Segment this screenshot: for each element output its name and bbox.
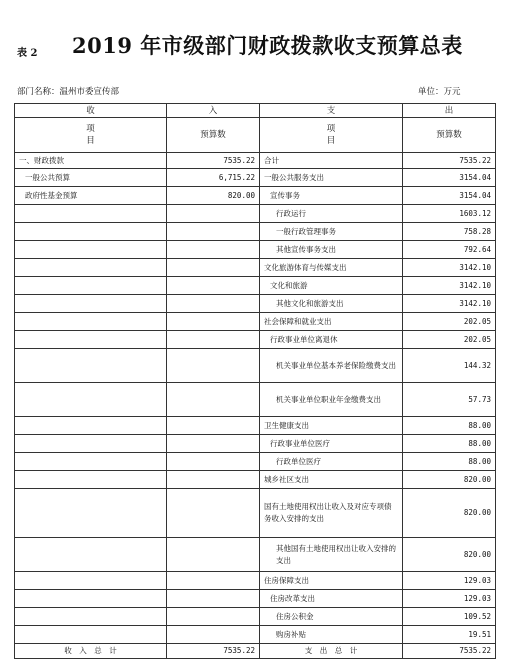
- expense-item-value: 758.28: [403, 223, 496, 241]
- empty-cell: [15, 590, 167, 608]
- income-item-header: [15, 118, 167, 153]
- expense-item-value: 3142.10: [403, 295, 496, 313]
- empty-cell: [167, 277, 260, 295]
- empty-cell: [15, 489, 167, 538]
- expense-item-value: 88.00: [403, 453, 496, 471]
- table-row: [15, 277, 496, 295]
- expense-item-value: 57.73: [403, 383, 496, 417]
- expense-item-value: 144.32: [403, 349, 496, 383]
- table-row: [15, 435, 496, 453]
- table-row: [15, 259, 496, 277]
- empty-cell: [15, 626, 167, 644]
- empty-cell: [15, 313, 167, 331]
- income-header-left: 收: [15, 104, 167, 118]
- expense-item-label: 行政事业单位离退休: [260, 331, 403, 349]
- expense-item-value: 7535.22: [403, 153, 496, 169]
- expense-item-label: 宣传事务: [260, 187, 403, 205]
- empty-cell: [167, 313, 260, 331]
- expense-item-value: 88.00: [403, 417, 496, 435]
- empty-cell: [167, 223, 260, 241]
- expense-item-value: 3142.10: [403, 277, 496, 295]
- page-title: 2019 年市级部门财政拨款收支预算总表: [72, 33, 463, 58]
- income-item-value: 7535.22: [167, 153, 260, 169]
- expense-item-label: 机关事业单位职业年金缴费支出: [260, 383, 403, 417]
- expense-item-value: 19.51: [403, 626, 496, 644]
- expense-item-label: 购房补贴: [260, 626, 403, 644]
- expense-item-value: 88.00: [403, 435, 496, 453]
- expense-item-label: 文化和旅游: [260, 277, 403, 295]
- expense-item-label: 一般公共服务支出: [260, 169, 403, 187]
- expense-item-value: 129.03: [403, 590, 496, 608]
- expense-item-value: 109.52: [403, 608, 496, 626]
- item-header-bottom: 目: [326, 136, 336, 146]
- table-row: [15, 383, 496, 417]
- table-row: [15, 313, 496, 331]
- table-row: [15, 169, 496, 187]
- expense-item-label: 文化旅游体育与传媒支出: [260, 259, 403, 277]
- empty-cell: [167, 538, 260, 572]
- table-row: [15, 590, 496, 608]
- expense-item-value: 3142.10: [403, 259, 496, 277]
- expense-item-header: [260, 118, 403, 153]
- empty-cell: [15, 259, 167, 277]
- expense-item-label: 其他国有土地使用权出让收入安排的支出: [260, 538, 403, 572]
- empty-cell: [167, 489, 260, 538]
- empty-cell: [167, 259, 260, 277]
- table-row: [15, 453, 496, 471]
- expense-item-value: 820.00: [403, 538, 496, 572]
- empty-cell: [15, 241, 167, 259]
- empty-cell: [167, 608, 260, 626]
- empty-cell: [167, 626, 260, 644]
- expense-item-value: 3154.04: [403, 169, 496, 187]
- empty-cell: [15, 435, 167, 453]
- item-header-top: 项: [86, 124, 95, 134]
- table-row: [15, 331, 496, 349]
- expense-item-label: 机关事业单位基本养老保险缴费支出: [260, 349, 403, 383]
- expense-item-value: 3154.04: [403, 187, 496, 205]
- empty-cell: [15, 349, 167, 383]
- expense-total-label: 支 出 总 计: [260, 644, 403, 659]
- expense-item-label: 其他宣传事务支出: [260, 241, 403, 259]
- income-item-label: 政府性基金预算: [15, 187, 167, 205]
- table-header-row-1: [15, 104, 496, 118]
- expense-item-label: 合计: [260, 153, 403, 169]
- unit-label: 单位：万元: [418, 87, 461, 97]
- empty-cell: [167, 471, 260, 489]
- expense-item-value: 820.00: [403, 471, 496, 489]
- table-row: [15, 349, 496, 383]
- expense-budget-header: 预算数: [403, 118, 496, 153]
- empty-cell: [15, 417, 167, 435]
- empty-cell: [167, 417, 260, 435]
- empty-cell: [15, 608, 167, 626]
- empty-cell: [15, 572, 167, 590]
- expense-item-value: 202.05: [403, 331, 496, 349]
- table-row: [15, 572, 496, 590]
- expense-item-value: 1603.12: [403, 205, 496, 223]
- department-name: 部门名称：温州市委宣传部: [17, 87, 120, 97]
- expense-header-left: 支: [260, 104, 403, 118]
- expense-item-value: 792.64: [403, 241, 496, 259]
- empty-cell: [167, 590, 260, 608]
- expense-item-label: 其他文化和旅游支出: [260, 295, 403, 313]
- expense-item-label: 行政事业单位医疗: [260, 435, 403, 453]
- empty-cell: [15, 538, 167, 572]
- table-row: [15, 187, 496, 205]
- table-row: [15, 417, 496, 435]
- income-item-label: 一般公共预算: [15, 169, 167, 187]
- expense-item-label: 城乡社区支出: [260, 471, 403, 489]
- expense-item-label: 社会保障和就业支出: [260, 313, 403, 331]
- expense-item-value: 820.00: [403, 489, 496, 538]
- empty-cell: [15, 295, 167, 313]
- empty-cell: [167, 349, 260, 383]
- empty-cell: [15, 453, 167, 471]
- expense-item-label: 住房公积金: [260, 608, 403, 626]
- table-header-row-2: [15, 118, 496, 153]
- expense-item-label: 住房保障支出: [260, 572, 403, 590]
- empty-cell: [167, 572, 260, 590]
- expense-item-label: 国有土地使用权出让收入及对应专项债务收入安排的支出: [260, 489, 403, 538]
- income-item-value: 6,715.22: [167, 169, 260, 187]
- expense-item-label: 一般行政管理事务: [260, 223, 403, 241]
- income-item-label: 一、财政拨款: [15, 153, 167, 169]
- table-row: [15, 241, 496, 259]
- item-header-top: 项: [326, 124, 336, 134]
- empty-cell: [167, 331, 260, 349]
- expense-item-label: 卫生健康支出: [260, 417, 403, 435]
- expense-item-label: 行政单位医疗: [260, 453, 403, 471]
- expense-item-label: 住房改革支出: [260, 590, 403, 608]
- empty-cell: [15, 205, 167, 223]
- income-budget-header: 预算数: [167, 118, 260, 153]
- income-total-value: 7535.22: [167, 644, 260, 659]
- table-row: [15, 471, 496, 489]
- empty-cell: [167, 241, 260, 259]
- totals-row: [15, 644, 496, 659]
- table-row: [15, 626, 496, 644]
- empty-cell: [15, 471, 167, 489]
- income-item-value: 820.00: [167, 187, 260, 205]
- expense-item-value: 202.05: [403, 313, 496, 331]
- empty-cell: [167, 383, 260, 417]
- table-row: [15, 153, 496, 169]
- table-row: [15, 489, 496, 538]
- table-row: [15, 295, 496, 313]
- table-row: [15, 223, 496, 241]
- empty-cell: [15, 223, 167, 241]
- empty-cell: [167, 295, 260, 313]
- income-header-right: 入: [167, 104, 260, 118]
- empty-cell: [167, 205, 260, 223]
- budget-table: [14, 103, 496, 659]
- empty-cell: [15, 331, 167, 349]
- expense-total-value: 7535.22: [403, 644, 496, 659]
- expense-header-right: 出: [403, 104, 496, 118]
- table-row: [15, 205, 496, 223]
- table-number: 表 2: [17, 48, 38, 59]
- empty-cell: [15, 277, 167, 295]
- empty-cell: [15, 383, 167, 417]
- item-header-bottom: 目: [86, 136, 95, 146]
- expense-item-label: 行政运行: [260, 205, 403, 223]
- table-row: [15, 538, 496, 572]
- empty-cell: [167, 435, 260, 453]
- income-total-label: 收 入 总 计: [15, 644, 167, 659]
- expense-item-value: 129.03: [403, 572, 496, 590]
- empty-cell: [167, 453, 260, 471]
- table-row: [15, 608, 496, 626]
